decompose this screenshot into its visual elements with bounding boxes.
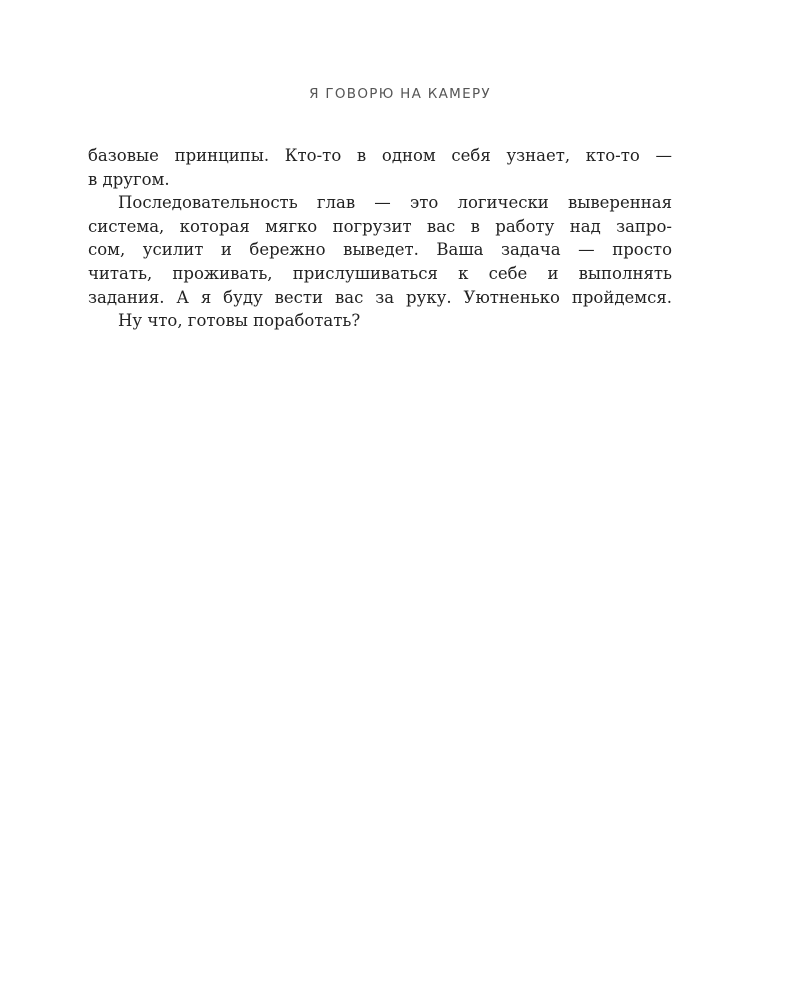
text-line: базовые принципы. Кто-то в одном себя узнает, кто-то — bbox=[88, 146, 672, 165]
text-line: Последовательность глав — это логически выверенная bbox=[118, 193, 672, 213]
text-line: Ну что, готовы поработать? bbox=[118, 311, 361, 331]
text-line: читать, проживать, прислушиваться к себе и выполнять bbox=[88, 263, 672, 283]
body-text bbox=[88, 144, 672, 333]
text-line: в другом. bbox=[88, 169, 170, 189]
running-header: Я ГОВОРЮ НА КАМЕРУ bbox=[309, 86, 491, 102]
text-line: задания. А я буду вести вас за руку. Уютненько пройдемся. bbox=[88, 287, 672, 307]
text-line: сом, усилит и бережно выведет. Ваша задача — просто bbox=[88, 240, 672, 260]
text-line: система, которая мягко погрузит вас в работу над запро- bbox=[88, 216, 672, 236]
